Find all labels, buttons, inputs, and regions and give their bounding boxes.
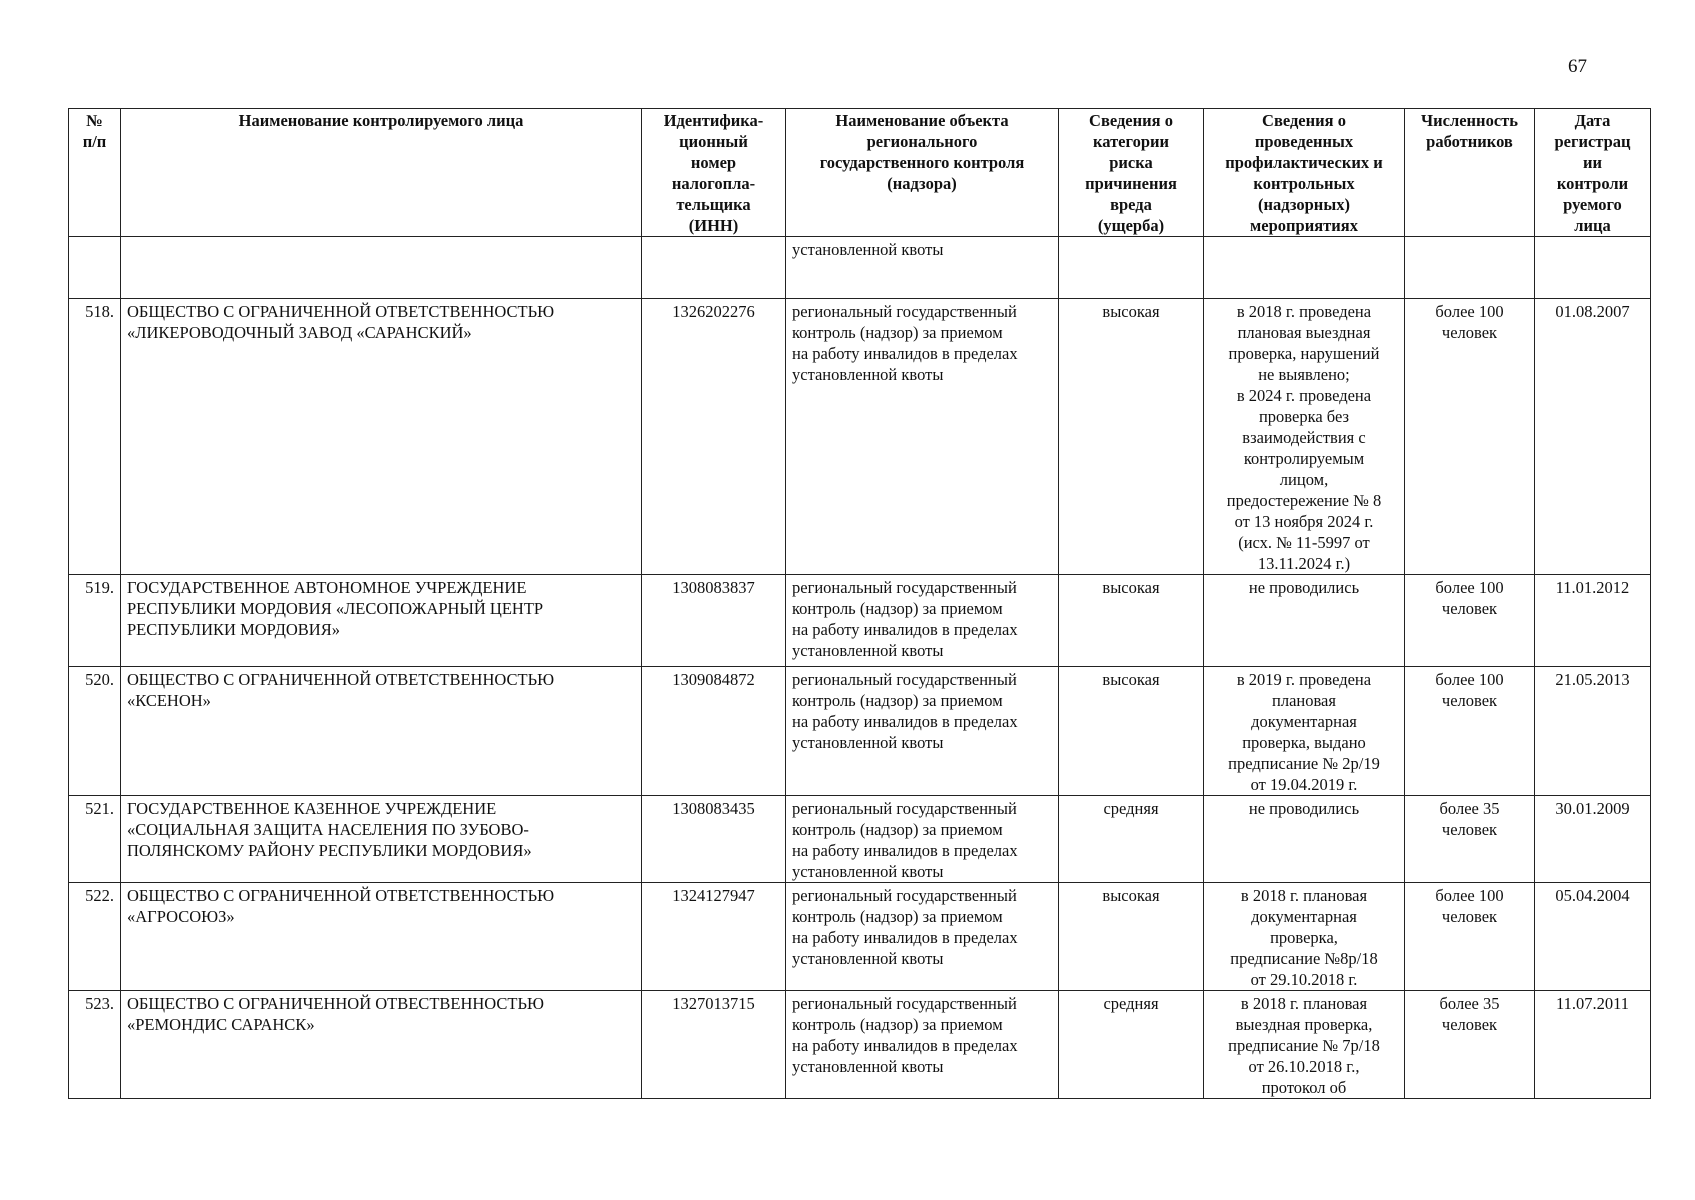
header-inn: Идентифика- ционный номер налогопла- тельщика (ИНН) xyxy=(642,109,786,237)
page-number: 67 xyxy=(1568,56,1587,77)
cell-inn: 1327013715 xyxy=(642,991,786,1099)
cell-employees: более 100 человек xyxy=(1405,883,1535,991)
cell-measures: не проводились xyxy=(1204,796,1405,883)
cell-risk xyxy=(1059,237,1204,299)
cell-risk: средняя xyxy=(1059,796,1204,883)
cell-name: ОБЩЕСТВО С ОГРАНИЧЕННОЙ ОТВЕСТВЕННОСТЬЮ «РЕМОНДИС САРАНСК» xyxy=(121,991,642,1099)
cell-inn: 1326202276 xyxy=(642,299,786,575)
register-table xyxy=(68,108,1651,1099)
cell-date: 05.04.2004 xyxy=(1535,883,1651,991)
header-num: № п/п xyxy=(69,109,121,237)
cell-employees: более 35 человек xyxy=(1405,991,1535,1099)
cell-inn: 1324127947 xyxy=(642,883,786,991)
cell-risk: средняя xyxy=(1059,991,1204,1099)
cell-object: региональный государственный контроль (надзор) за приемом на работу инвалидов в пределах установленной квоты xyxy=(786,883,1059,991)
cell-object: региональный государственный контроль (надзор) за приемом на работу инвалидов в пределах установленной квоты xyxy=(786,667,1059,796)
cell-measures: в 2018 г. плановая документарная проверка, предписание №8р/18 от 29.10.2018 г. xyxy=(1204,883,1405,991)
table-row xyxy=(69,883,1651,991)
cell-inn: 1308083435 xyxy=(642,796,786,883)
cell-measures: в 2018 г. плановая выездная проверка, предписание № 7р/18 от 26.10.2018 г., протокол об xyxy=(1204,991,1405,1099)
table-row xyxy=(69,299,1651,575)
cell-measures: не проводились xyxy=(1204,575,1405,667)
cell-employees: более 100 человек xyxy=(1405,299,1535,575)
table-row-continuation xyxy=(69,237,1651,299)
cell-name: ГОСУДАРСТВЕННОЕ КАЗЕННОЕ УЧРЕЖДЕНИЕ «СОЦИАЛЬНАЯ ЗАЩИТА НАСЕЛЕНИЯ ПО ЗУБОВО- ПОЛЯНСКОМУ РАЙОНУ РЕСПУБЛИКИ МОРДОВИЯ» xyxy=(121,796,642,883)
cell-object: региональный государственный контроль (надзор) за приемом на работу инвалидов в пределах установленной квоты xyxy=(786,796,1059,883)
cell-object: региональный государственный контроль (надзор) за приемом на работу инвалидов в пределах установленной квоты xyxy=(786,299,1059,575)
table-row xyxy=(69,575,1651,667)
cell-name: ОБЩЕСТВО С ОГРАНИЧЕННОЙ ОТВЕТСТВЕННОСТЬЮ «АГРОСОЮЗ» xyxy=(121,883,642,991)
cell-num: 518. xyxy=(69,299,121,575)
cell-inn: 1308083837 xyxy=(642,575,786,667)
cell-date xyxy=(1535,237,1651,299)
header-object: Наименование объекта регионального государственного контроля (надзора) xyxy=(786,109,1059,237)
cell-name: ОБЩЕСТВО С ОГРАНИЧЕННОЙ ОТВЕТСТВЕННОСТЬЮ «КСЕНОН» xyxy=(121,667,642,796)
cell-object: региональный государственный контроль (надзор) за приемом на работу инвалидов в пределах установленной квоты xyxy=(786,991,1059,1099)
cell-employees xyxy=(1405,237,1535,299)
cell-name: ГОСУДАРСТВЕННОЕ АВТОНОМНОЕ УЧРЕЖДЕНИЕ РЕСПУБЛИКИ МОРДОВИЯ «ЛЕСОПОЖАРНЫЙ ЦЕНТР РЕСПУБЛИКИ МОРДОВИЯ» xyxy=(121,575,642,667)
cell-risk: высокая xyxy=(1059,883,1204,991)
cell-date: 30.01.2009 xyxy=(1535,796,1651,883)
cell-name xyxy=(121,237,642,299)
cell-name: ОБЩЕСТВО С ОГРАНИЧЕННОЙ ОТВЕТСТВЕННОСТЬЮ «ЛИКЕРОВОДОЧНЫЙ ЗАВОД «САРАНСКИЙ» xyxy=(121,299,642,575)
cell-risk: высокая xyxy=(1059,299,1204,575)
cell-employees: более 35 человек xyxy=(1405,796,1535,883)
table-row xyxy=(69,991,1651,1099)
cell-object: установленной квоты xyxy=(786,237,1059,299)
cell-date: 01.08.2007 xyxy=(1535,299,1651,575)
header-employees: Численность работников xyxy=(1405,109,1535,237)
cell-measures xyxy=(1204,237,1405,299)
cell-num: 523. xyxy=(69,991,121,1099)
cell-measures: в 2019 г. проведена плановая документарная проверка, выдано предписание № 2р/19 от 19.04.2019 г. xyxy=(1204,667,1405,796)
cell-num: 519. xyxy=(69,575,121,667)
table-row xyxy=(69,667,1651,796)
cell-date: 11.07.2011 xyxy=(1535,991,1651,1099)
cell-object: региональный государственный контроль (надзор) за приемом на работу инвалидов в пределах установленной квоты xyxy=(786,575,1059,667)
header-name: Наименование контролируемого лица xyxy=(121,109,642,237)
table-header-row xyxy=(69,109,1651,237)
cell-inn: 1309084872 xyxy=(642,667,786,796)
cell-risk: высокая xyxy=(1059,575,1204,667)
cell-measures: в 2018 г. проведена плановая выездная проверка, нарушений не выявлено; в 2024 г. проведена проверка без взаимодействия с контролируемым лицом, предостережение № 8 от 13 ноября 2024 г. (исх. № 11-5997 от 13.11.2024 г.) xyxy=(1204,299,1405,575)
cell-risk: высокая xyxy=(1059,667,1204,796)
cell-employees: более 100 человек xyxy=(1405,667,1535,796)
header-risk: Сведения о категории риска причинения вреда (ущерба) xyxy=(1059,109,1204,237)
header-date: Дата регистрац ии контроли руемого лица xyxy=(1535,109,1651,237)
cell-num: 521. xyxy=(69,796,121,883)
cell-date: 21.05.2013 xyxy=(1535,667,1651,796)
cell-employees: более 100 человек xyxy=(1405,575,1535,667)
cell-num: 522. xyxy=(69,883,121,991)
cell-inn xyxy=(642,237,786,299)
header-measures: Сведения о проведенных профилактических и контрольных (надзорных) мероприятиях xyxy=(1204,109,1405,237)
cell-num: 520. xyxy=(69,667,121,796)
cell-date: 11.01.2012 xyxy=(1535,575,1651,667)
cell-num xyxy=(69,237,121,299)
table-row xyxy=(69,796,1651,883)
